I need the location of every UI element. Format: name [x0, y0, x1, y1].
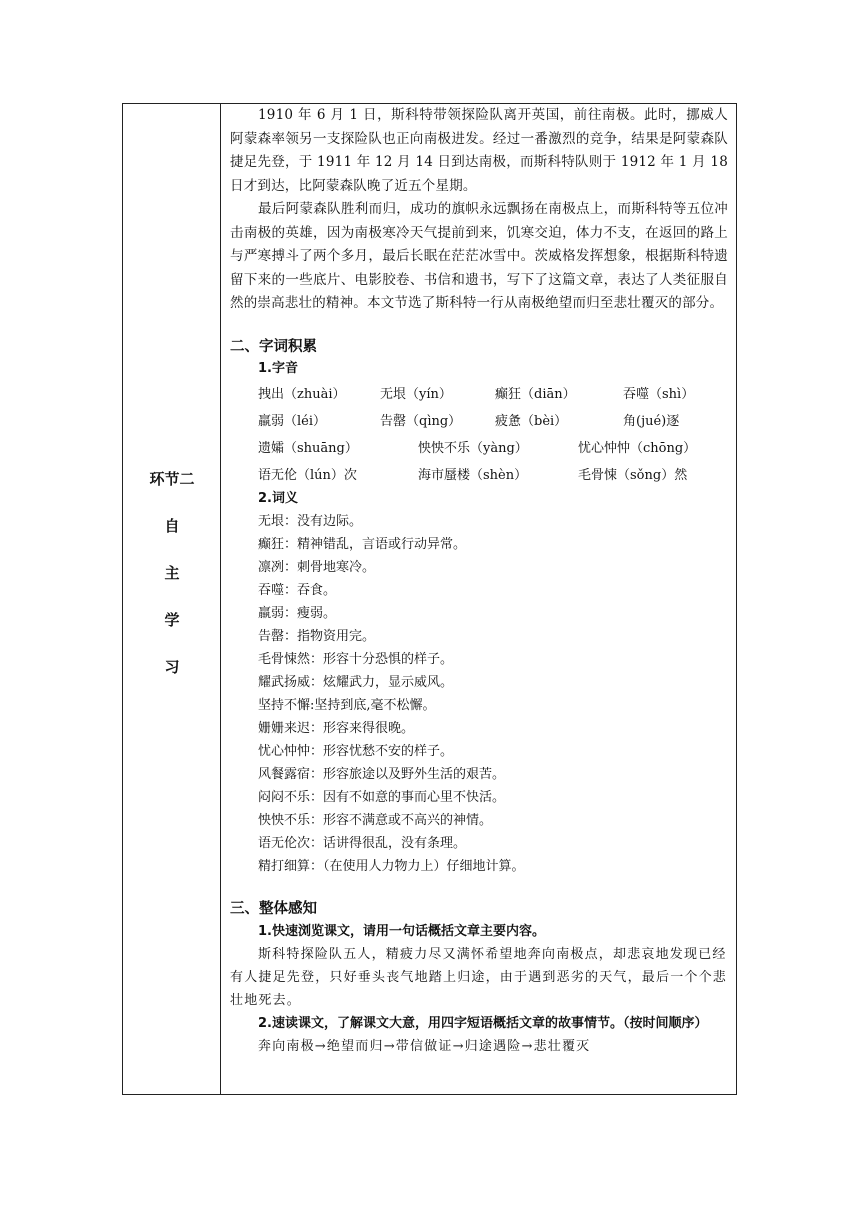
meaning-item: 怏怏不乐：形容不满意或不高兴的神情。	[258, 812, 493, 828]
pronunciation-item: 癫狂（diān）	[495, 386, 576, 402]
section-label-line: 自	[164, 517, 180, 535]
meaning-item: 忧心忡忡：形容忧愁不安的样子。	[258, 743, 454, 759]
section-label-cell	[123, 104, 221, 1094]
pronunciation-item: 吞噬（shì）	[623, 386, 695, 402]
overall-heading: 三、整体感知	[230, 900, 317, 917]
pronunciation-item: 遗孀（shuāng）	[258, 440, 358, 456]
intro-paragraph: 最后阿蒙森队胜利而归，成功的旗帜永远飘扬在南极点上，而斯科特等五位冲击南极的英雄，因为南极寒冷天气提前到来，饥寒交迫，体力不支，在返回的路上与严寒搏斗了两个多月，最后长眠在茫茫冰雪中。茨威格发挥想象，根据斯科特遗留下来的一些底片、电影胶卷、书信和遗书，写下了这篇文章，表达了人类征服自然的崇高悲壮的精神。本文节选了斯科特一行从南极绝望而归至悲壮覆灭的部分。	[230, 201, 728, 311]
pronunciation-item: 告罄（qìng）	[380, 413, 462, 429]
pronunciation-row	[230, 434, 728, 461]
section-label-line: 主	[164, 564, 180, 582]
question-1: 1.快速浏览课文，请用一句话概括文章主要内容。	[258, 923, 545, 939]
meaning-item: 姗姗来迟：形容来得很晚。	[258, 720, 415, 736]
lesson-table	[122, 103, 737, 1095]
section-label-line: 学	[164, 611, 180, 629]
answer-1: 斯科特探险队五人，精疲力尽又满怀希望地奔向南极点，却悲哀地发现已经有人捷足先登，只好垂头丧气地踏上归途，由于遇到恶劣的天气，最后一个个悲壮地死去。	[230, 946, 728, 1008]
pronunciation-item: 无垠（yín）	[380, 386, 452, 402]
meaning-item: 坚持不懈:坚持到底,毫不松懈。	[258, 697, 436, 713]
pronunciation-item: 忧心忡忡（chōng）	[578, 440, 697, 456]
pronunciation-item: 语无伦（lún）次	[258, 467, 357, 483]
section-label-line: 习	[164, 658, 180, 676]
meaning-item: 耀武扬威：炫耀武力，显示威风。	[258, 674, 454, 690]
meaning-item: 精打细算：（在使用人力物力上）仔细地计算。	[258, 858, 525, 874]
pronunciation-item: 疲惫（bèi）	[495, 413, 568, 429]
pronunciation-item: 拽出（zhuài）	[258, 386, 346, 402]
pronunciation-row	[230, 380, 728, 407]
section-label-line: 环节二	[149, 470, 195, 488]
meaning-item: 毛骨悚然：形容十分恐惧的样子。	[258, 651, 454, 667]
section-label	[123, 468, 221, 703]
question-2: 2.速读课文，了解课文大意，用四字短语概括文章的故事情节。（按时间顺序）	[258, 1015, 708, 1031]
pronunciation-item: 海市蜃楼（shèn）	[418, 467, 528, 483]
meaning-item: 凛冽：刺骨地寒冷。	[258, 559, 376, 575]
meaning-item: 无垠：没有边际。	[258, 513, 363, 529]
pronunciation-item: 角(jué)逐	[623, 413, 680, 429]
pronunciation-item: 毛骨悚（sǒng）然	[578, 467, 688, 483]
vocab-heading: 二、字词积累	[230, 338, 317, 355]
meaning-item: 语无伦次：话讲得很乱，没有条理。	[258, 835, 467, 851]
meaning-item: 闷闷不乐：因有不如意的事而心里不快活。	[258, 789, 506, 805]
meaning-item: 癫狂：精神错乱，言语或行动异常。	[258, 536, 467, 552]
pronunciation-item: 羸弱（léi）	[258, 413, 327, 429]
meaning-item: 吞噬：吞食。	[258, 582, 337, 598]
meaning-item: 羸弱：瘦弱。	[258, 605, 337, 621]
pronunciation-heading: 1.字音	[258, 360, 298, 376]
answer-2: 奔向南极→绝望而归→带信做证→归途遇险→悲壮覆灭	[258, 1038, 591, 1054]
content-cell	[221, 104, 736, 1094]
meaning-item: 告罄：指物资用完。	[258, 628, 376, 644]
meaning-heading: 2.词义	[258, 490, 298, 506]
pronunciation-row	[230, 407, 728, 434]
meaning-item: 风餐露宿：形容旅途以及野外生活的艰苦。	[258, 766, 506, 782]
intro-paragraph: 1910 年 6 月 1 日，斯科特带领探险队离开英国，前往南极。此时，挪威人阿蒙森率领另一支探险队也正向南极进发。经过一番激烈的竞争，结果是阿蒙森队捷足先登，于 1911 年 12 月 14 日到达南极，而斯科特队则于 1912 年 1 月 18 日才到达，比阿蒙森队晚了近五个星期。	[230, 107, 728, 194]
pronunciation-item: 怏怏不乐（yàng）	[418, 440, 528, 456]
pronunciation-row	[230, 461, 728, 488]
